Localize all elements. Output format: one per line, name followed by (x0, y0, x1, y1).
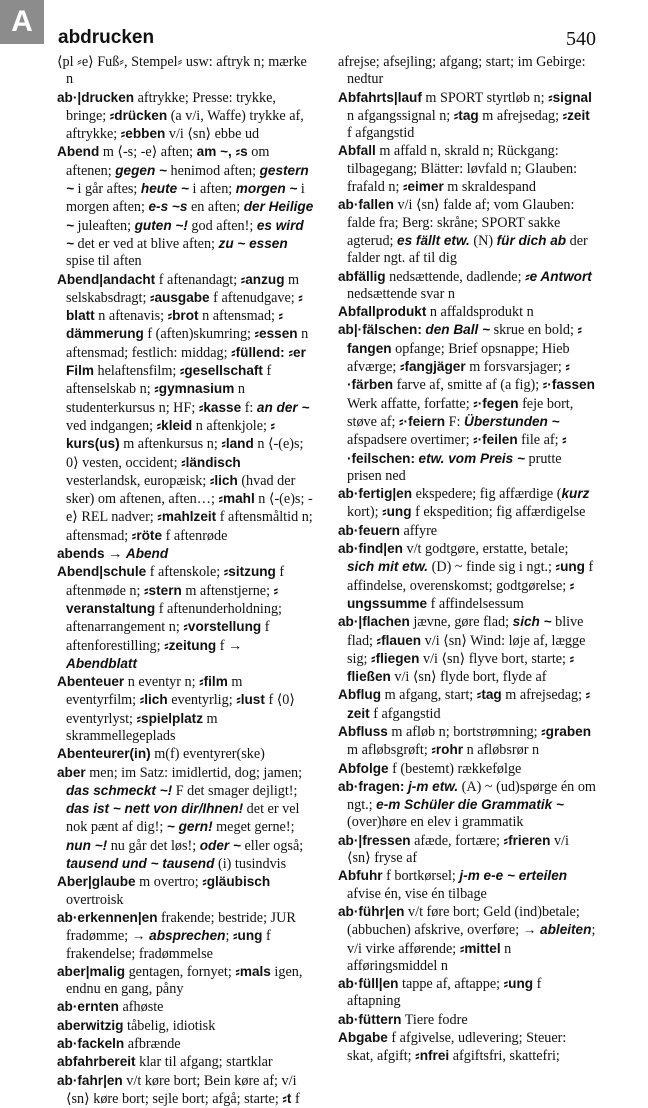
entry-phrase: zu ~ essen (218, 235, 288, 251)
entry-headword: Abend|andacht (57, 271, 156, 287)
entry-text: (i) tusindvis (214, 856, 287, 873)
entry-headword: ab·füll|en (338, 976, 399, 992)
entry-text: F: (445, 413, 465, 430)
entry-phrase: nun ~! (66, 837, 108, 853)
entry-text: en aften; (187, 199, 244, 216)
entry-headword: ⸗blatt (66, 289, 303, 324)
entry-headword: ⸗vorstellung (183, 619, 262, 635)
entry-headword: ⸗flauen (376, 632, 422, 648)
entry-text: F det smager dejligt!; (172, 782, 298, 799)
entry-phrase: Abendblatt (66, 655, 137, 671)
entry-text: feje bort, støve af; (347, 395, 574, 430)
entry-headword: ⸗gläubisch (202, 874, 271, 890)
entry-headword: ab·|drucken (57, 89, 135, 105)
entry-headword: ⸗mahl (218, 491, 255, 507)
dictionary-entry (57, 673, 315, 745)
entry-headword: abends (57, 546, 105, 562)
entry-phrase: ~ gern! (166, 819, 213, 835)
entry-text: v/t godtgøre, erstatte, betale; (402, 541, 569, 558)
entry-phrase: → ableiten (522, 922, 592, 938)
entry-text: ⟨pl ⸗e⟩ Fuß⸗, Stempel⸗ usw: aftryk n; mærke n (57, 54, 307, 88)
entry-text: n aftenkjole; (192, 417, 271, 434)
entry-text: m ⟨-s; -e⟩ aften; (99, 144, 197, 161)
entry-headword: ⸗mahlzeit (157, 509, 217, 525)
letter-tab: A (0, 0, 44, 44)
entry-text: frakende; bestride; JUR fradømme; (66, 909, 296, 945)
entry-headword: Abend|schule (57, 564, 147, 580)
dictionary-entry (57, 1072, 315, 1108)
entry-text: (a v/i, Waffe) trykke af, aftrykke; (66, 107, 304, 143)
entry-text: afrejse; afsejling; afgang; start; im Gebirge: nedtur (338, 54, 586, 88)
entry-headword: Abflug (338, 687, 382, 703)
entry-text: i morgen aften; (66, 181, 305, 216)
dictionary-entry (338, 867, 596, 903)
entry-headword: ⸗graben (541, 723, 592, 739)
entry-phrase: sich mit etw. (347, 559, 429, 575)
entry-headword: ⸗·feiern (399, 413, 446, 429)
entry-text: kort); (347, 504, 383, 521)
entry-phrase: das schmeckt ~! (66, 782, 173, 798)
entry-headword: ⸗ung (503, 976, 534, 992)
entry-headword: ⸗ung (232, 928, 263, 944)
dictionary-entry (57, 54, 315, 89)
entry-text: affyre (399, 522, 438, 539)
entry-phrase: e-s ~s (148, 199, 188, 215)
entry-headword: Abfahrts|lauf (338, 89, 422, 105)
dictionary-entry (57, 963, 315, 999)
entry-text: n afløbsrør n (463, 742, 540, 759)
entry-text: f aftapning (347, 976, 542, 1010)
dictionary-entry (338, 975, 596, 1011)
entry-headword: aberwitzig (57, 1017, 124, 1033)
entry-text: m afrejsedag; (501, 687, 586, 704)
entry-headword: ⸗·färben (347, 359, 570, 393)
entry-text: f aftenunderholdning; aftenarrangement n; (66, 600, 283, 636)
entry-headword: ⸗dämmerung (66, 308, 284, 342)
entry-headword: ⸗drücken (109, 107, 168, 123)
entry-phrase: gestern ~ (66, 162, 309, 197)
entry-text: n aftenavis; (94, 308, 168, 325)
entry-headword: ab·fragen: (338, 778, 405, 794)
entry-text: prutte prisen ned (347, 450, 562, 484)
entry-headword: ⸗nfrei (415, 1048, 450, 1064)
entry-headword: ⸗ung (382, 504, 412, 520)
entry-text: f (aften)skumring; (143, 326, 255, 343)
entry-headword: aber|malig (57, 963, 126, 979)
entry-text: afæde, fortære; (410, 832, 504, 849)
entry-text: f afgangstid (369, 705, 441, 722)
entry-text: opfange; Brief opsnappe; Hieb afværge; (347, 340, 570, 376)
entry-text: f aftenrøde (162, 527, 228, 544)
entry-headword: Abfuhr (338, 868, 383, 884)
entry-headword: ab·fahr|en (57, 1072, 123, 1088)
entry-text: ved indgangen; (66, 417, 157, 434)
entry-text: m SPORT styrtløb n; (421, 89, 549, 106)
entry-text: afvise én, vise én tilbage (347, 885, 487, 902)
entry-headword: ⸗ausgabe (149, 289, 210, 305)
entry-text: men; im Satz: imidlertid, dog; jamen; (85, 764, 303, 781)
entry-text: f aftenandagt; (155, 271, 241, 288)
dictionary-entry (338, 268, 596, 304)
entry-headword: ⸗ebben (120, 126, 166, 142)
entry-headword: ab·füttern (338, 1011, 402, 1027)
entry-text: n eventyr n; (124, 674, 200, 691)
dictionary-entry (338, 321, 596, 485)
entry-headword: abfällig (338, 268, 386, 284)
entry-phrase: → absprechen (131, 928, 226, 944)
entry-text: n afgangssignal n; (347, 107, 454, 124)
entry-text: tappe af, aftappe; (398, 976, 504, 993)
entry-text: n affaldsprodukt n (426, 304, 534, 321)
entry-headword: ⸗sitzung (223, 564, 276, 580)
entry-phrase: heute ~ (140, 181, 189, 197)
entry-headword: ⸗spielplatz (136, 710, 203, 726)
dictionary-entry (57, 745, 315, 763)
entry-text: tåbelig, idiotisk (123, 1017, 216, 1034)
entry-text: file af; (517, 432, 563, 449)
dictionary-entry (338, 89, 596, 143)
entry-headword: ⸗tag (453, 107, 479, 123)
entry-text: nedsættende, dadlende; (385, 268, 526, 285)
entry-headword: abfahrbereit (57, 1054, 136, 1070)
entry-headword: ⸗mals (235, 963, 271, 979)
dictionary-entry (338, 903, 596, 975)
entry-headword: ⸗gesellschaft (179, 363, 263, 379)
entry-phrase: sich ~ (512, 614, 552, 630)
entry-text: f aftenmøde n; (66, 564, 285, 599)
entry-headword: ⸗füllend: ⸗er Film (66, 344, 306, 379)
entry-headword: ⸗gymnasium (154, 381, 235, 397)
entry-text: f affindelse, overenskomst; godtgørelse; (347, 559, 594, 594)
entry-headword: ⸗zeitung (164, 637, 217, 653)
entry-headword: am ~, ⸗s (196, 144, 248, 160)
entry-text: m affald n, skrald n; Rückgang: tilbagegang; Blätter: løvfald n; Glauben: frafald n; (347, 143, 578, 196)
dictionary-entry (57, 1035, 315, 1053)
entry-text: v/t køre bort; Bein køre af; v/i ⟨sn⟩ køre bort; sejle bort; afgå; starte; (66, 1072, 297, 1107)
entry-phrase: morgen ~ (235, 181, 298, 197)
entry-text: vesterlandsk, europæisk; (66, 472, 210, 489)
entry-phrase: ⸗e Antwort (525, 268, 592, 284)
entry-headword: Abgabe (338, 1030, 388, 1046)
entry-headword: ⸗brot (167, 308, 199, 324)
entry-text: v/i ⟨sn⟩ flyve bort, starte; (419, 650, 570, 667)
entry-text: farve af, smitte af (a fig); (393, 377, 543, 394)
entry-phrase: es wird ~ (66, 217, 304, 251)
entry-headword: Abfall (338, 143, 376, 159)
dictionary-entry (338, 1029, 596, 1066)
entry-headword: ab·ernten (57, 999, 119, 1015)
entry-text: n afføringsmiddel n (347, 940, 512, 974)
dictionary-entry (57, 89, 315, 144)
entry-headword: ⸗·feilschen: (347, 432, 567, 466)
entry-text: afgiftsfri, skattefri; (449, 1048, 560, 1065)
entry-phrase: oder ~ (199, 837, 241, 853)
entry-text: m aftenstjerne; (181, 582, 274, 599)
entry-headword: ab·fertig|en (338, 486, 413, 502)
entry-text: (N) (469, 232, 497, 249)
entry-headword: ⸗zeit (562, 107, 590, 123)
entry-headword: ab·find|en (338, 541, 403, 557)
entry-text: f (291, 1090, 300, 1107)
entry-text: f aftenforestilling; (66, 619, 270, 654)
entry-text: (D) ~ finde sig i ngt.; (428, 559, 556, 576)
entry-text: f ⟨0⟩ eventyrlyst; (66, 692, 295, 727)
entry-headword: Abfallprodukt (338, 304, 427, 320)
entry-text: f ekspedition; fig affærdigelse (411, 504, 586, 521)
entry-text: ; (225, 928, 233, 945)
entry-phrase: tausend und ~ tausend (66, 856, 215, 872)
dictionary-entry (57, 143, 315, 270)
dictionary-entry (57, 271, 315, 545)
entry-text: m aftenkursus n; (119, 436, 222, 453)
entry-text: f (bestemt) rækkefølge (388, 760, 522, 777)
dictionary-entry (338, 778, 596, 832)
entry-text: f aftensmåltid n; aftensmad; (66, 509, 313, 544)
entry-phrase: der Heilige ~ (66, 199, 314, 233)
entry-headword: ab·fackeln (57, 1036, 125, 1052)
entry-text: der falder ngt. af til dig (347, 232, 588, 267)
entry-text: afhøste (118, 999, 164, 1016)
entry-text: det er ved at blive aften; (73, 235, 219, 252)
entry-headword: ab·erkennen|en (57, 909, 158, 925)
entry-headword: ab|·fälschen: (338, 322, 422, 338)
dictionary-entry (338, 522, 596, 540)
entry-headword: ⸗essen (254, 326, 298, 342)
dictionary-entry (57, 998, 315, 1016)
dictionary-entry (338, 485, 596, 522)
entry-text: m skraldespand (443, 179, 536, 196)
entry-phrase: es fällt etw. (397, 232, 470, 248)
entry-text: ekspedere; fig affærdige ( (412, 486, 562, 503)
entry-headword: ⸗fliegen (371, 650, 420, 666)
dictionary-entry (338, 760, 596, 778)
entry-headword: ⸗rohr (431, 742, 464, 758)
entry-headword: Abfluss (338, 723, 388, 739)
entry-headword: ⸗mittel (459, 940, 501, 956)
entry-phrase: für dich ab (496, 232, 567, 248)
entry-text: ; v/i virke afførende; (347, 922, 596, 957)
entry-text: nu går det løs!; (107, 837, 200, 854)
entry-headword: ⸗anzug (240, 271, 285, 287)
entry-text: f affindelsessum (427, 595, 524, 612)
entry-text: Tiere fodre (401, 1011, 468, 1028)
entry-text: henimod aften; (166, 162, 260, 179)
entry-text: det er vel nok pænt af dig!; (66, 801, 300, 836)
entry-text: god aften!; (187, 217, 257, 234)
entry-phrase: den Ball ~ (425, 322, 491, 338)
entry-headword: ⸗ländisch (181, 454, 241, 470)
entry-headword: ⸗fangjäger (399, 359, 466, 375)
entry-phrase: guten ~! (134, 217, 188, 233)
entry-text: f: (241, 399, 257, 416)
entry-text: n studenterkursus n; HF; (66, 381, 245, 416)
entry-text: klar til afgang; startklar (135, 1054, 273, 1071)
entry-headword: ⸗tag (476, 687, 502, 703)
left-column (57, 54, 315, 1108)
entry-headword: ⸗röte (131, 527, 163, 543)
entry-phrase: Abend (125, 546, 169, 562)
entry-text: helaftensfilm; (93, 363, 180, 380)
entry-text: f bortkørsel; (382, 868, 460, 885)
entry-headword: ab·feuern (338, 522, 400, 538)
entry-text: f → (216, 637, 243, 654)
entry-text: blive flad; (347, 614, 584, 649)
dictionary-entry (57, 545, 315, 563)
entry-text: n ⟨-(e)s; 0⟩ vesten, occident; (66, 436, 304, 471)
entry-text: (hvad der sker) om aftenen, aften…; (66, 472, 296, 508)
entry-headword: ⸗zeit (347, 687, 591, 721)
entry-headword: Aber|glaube (57, 874, 136, 890)
entry-headword: Abenteurer(in) (57, 746, 151, 762)
entry-text: v/i ⟨sn⟩ falde af; vom Glauben: falde fra; Berg: skråne; SPORT sakke agterud; (347, 197, 575, 249)
entry-phrase: j-m etw. (408, 778, 459, 794)
entry-headword: ⸗kurs(us) (66, 417, 276, 452)
dictionary-entry (338, 832, 596, 868)
entry-headword: aber (57, 764, 86, 780)
entry-headword: ⸗frieren (503, 832, 551, 848)
entry-text: n ⟨-(e)s; -e⟩ REL nadver; (66, 491, 313, 526)
dictionary-entry (338, 142, 596, 196)
entry-headword: ⸗lich (139, 692, 168, 708)
dictionary-entry (57, 563, 315, 673)
entry-text: → (104, 546, 126, 563)
entry-text: jævne, gøre flad; (409, 614, 513, 631)
entry-text: afspadsere overtimer; (347, 432, 474, 449)
entry-headword: ⸗signal (548, 89, 592, 105)
entry-phrase: kurz (561, 486, 590, 502)
dictionary-entry (338, 54, 596, 89)
entry-text: Werk affatte, forfatte; (347, 395, 474, 412)
entry-phrase: das ist ~ nett von dir/Ihnen! (66, 801, 244, 817)
entry-headword: ⸗ung (555, 559, 585, 575)
page-number: 540 (566, 28, 596, 50)
entry-text: m overtro; (135, 874, 203, 891)
entry-headword: ⸗·feilen (473, 432, 518, 448)
entry-text: m(f) eventyrer(ske) (150, 746, 265, 763)
entry-headword: ab·|fressen (338, 832, 411, 848)
entry-headword: ⸗kasse (198, 399, 242, 415)
entry-headword: ⸗t (282, 1090, 292, 1106)
entry-text: overtroisk (66, 891, 124, 908)
entry-text: v/i ⟨sn⟩ flyde bort, flyde af (390, 669, 547, 686)
dictionary-entry (57, 764, 315, 874)
dictionary-entry (57, 1017, 315, 1035)
entry-headword: Abend (57, 144, 100, 160)
entry-text: f aftenskole; (146, 564, 224, 581)
entry-text: n aftensmad; festlich: middag; (66, 326, 309, 361)
entry-text: igen, endnu en gang, påny (66, 963, 303, 998)
entry-headword: ⸗fließen (347, 650, 575, 685)
entry-text: v/i ⟨sn⟩ fryse af (347, 832, 569, 867)
entry-text: eller også; (240, 837, 304, 854)
entry-text: aftrykke; Presse: trykke, bringe; (66, 89, 276, 124)
entry-phrase: gegen ~ (115, 162, 167, 178)
entry-text: meget gerne!; (212, 819, 295, 836)
dictionary-entry (57, 873, 315, 909)
entry-headword: ⸗ungssumme (347, 577, 575, 611)
entry-headword: ⸗·fegen (473, 395, 519, 411)
entry-text: afbrænde (124, 1036, 181, 1053)
entry-headword: ⸗stern (144, 582, 182, 598)
entry-text: v/t føre bort; Geld (ind)betale; (abbuchen) afskrive, overføre; (347, 903, 580, 939)
entry-text: f afgangstid (347, 125, 415, 142)
dictionary-entry (338, 303, 596, 321)
entry-headword: ⸗·fassen (542, 377, 595, 393)
entry-text: (A) ~ (ud)spørge én om ngt.; (347, 778, 596, 814)
entry-text: n aftensmad; (198, 308, 279, 325)
entry-headword: ⸗fangen (347, 322, 583, 356)
dictionary-entry (338, 723, 596, 760)
entry-headword: ⸗film (199, 674, 228, 690)
entry-headword: ⸗kleid (156, 417, 193, 433)
entry-text: (over)høre en elev i grammatik (347, 814, 524, 831)
entry-text: gentagen, fornyet; (125, 963, 236, 980)
running-headword: abdrucken (58, 27, 155, 48)
entry-text: f aftenudgave; (209, 289, 299, 306)
entry-text: f afgivelse, udlevering; Steuer: skat, afgift; (347, 1030, 567, 1065)
entry-text: nedsættende svar n (347, 285, 455, 302)
entry-headword: ab·führ|en (338, 903, 405, 919)
entry-text: m afløbsgrøft; (347, 742, 432, 759)
entry-text: om aftenen; (66, 144, 270, 179)
entry-text: eventyrlig; (167, 692, 237, 709)
entry-phrase: Überstunden ~ (464, 413, 560, 429)
entry-headword: ⸗lich (209, 472, 238, 488)
entry-text: i går aftes; (73, 181, 141, 198)
entry-headword: ab·|flachen (338, 614, 410, 630)
entry-phrase: j-m e-e ~ erteilen (459, 868, 568, 884)
entry-text: m forsvarsjager; (465, 359, 566, 376)
dictionary-entry (338, 613, 596, 686)
entry-text: m skrammellegeplads (66, 710, 218, 744)
entry-headword: ⸗lust (236, 692, 265, 708)
entry-text: v/i ⟨sn⟩ ebbe ud (165, 126, 260, 143)
entry-text: spise til aften (66, 253, 142, 270)
entry-text: f frakendelse; fradømmelse (66, 928, 271, 962)
entry-headword: ⸗eimer (402, 179, 444, 195)
entry-text: v/i ⟨sn⟩ Wind: løje af, lægge sig; (347, 632, 586, 667)
dictionary-entry (338, 686, 596, 723)
entry-text: m afgang, start; (381, 687, 477, 704)
entry-headword: ⸗veranstaltung (66, 582, 279, 616)
entry-headword: Abfolge (338, 760, 389, 776)
entry-text: skrue en bold; (490, 322, 578, 339)
entry-headword: Abenteuer (57, 674, 125, 690)
entry-phrase: an der ~ (256, 399, 310, 415)
dictionary-entry (57, 1053, 315, 1071)
entry-phrase: etw. vom Preis ~ (418, 450, 525, 466)
entry-text: m eventyrfilm; (66, 674, 243, 709)
dictionary-entry (338, 540, 596, 613)
entry-text: i aften; (188, 181, 236, 198)
entry-text: m selskabsdragt; (66, 271, 300, 306)
entry-text: m afløb n; bortstrømning; (387, 723, 542, 740)
entry-headword: ab·fallen (338, 197, 394, 213)
dictionary-entry (338, 196, 596, 267)
entry-text: juleaften; (73, 217, 135, 234)
entry-text: f aftenselskab n; (66, 363, 272, 398)
entry-text: m afrejsedag; (478, 107, 563, 124)
entry-headword: ⸗land (221, 436, 254, 452)
right-column (338, 54, 596, 1066)
entry-phrase: e-m Schüler die Grammatik ~ (376, 797, 564, 813)
dictionary-entry (57, 909, 315, 963)
